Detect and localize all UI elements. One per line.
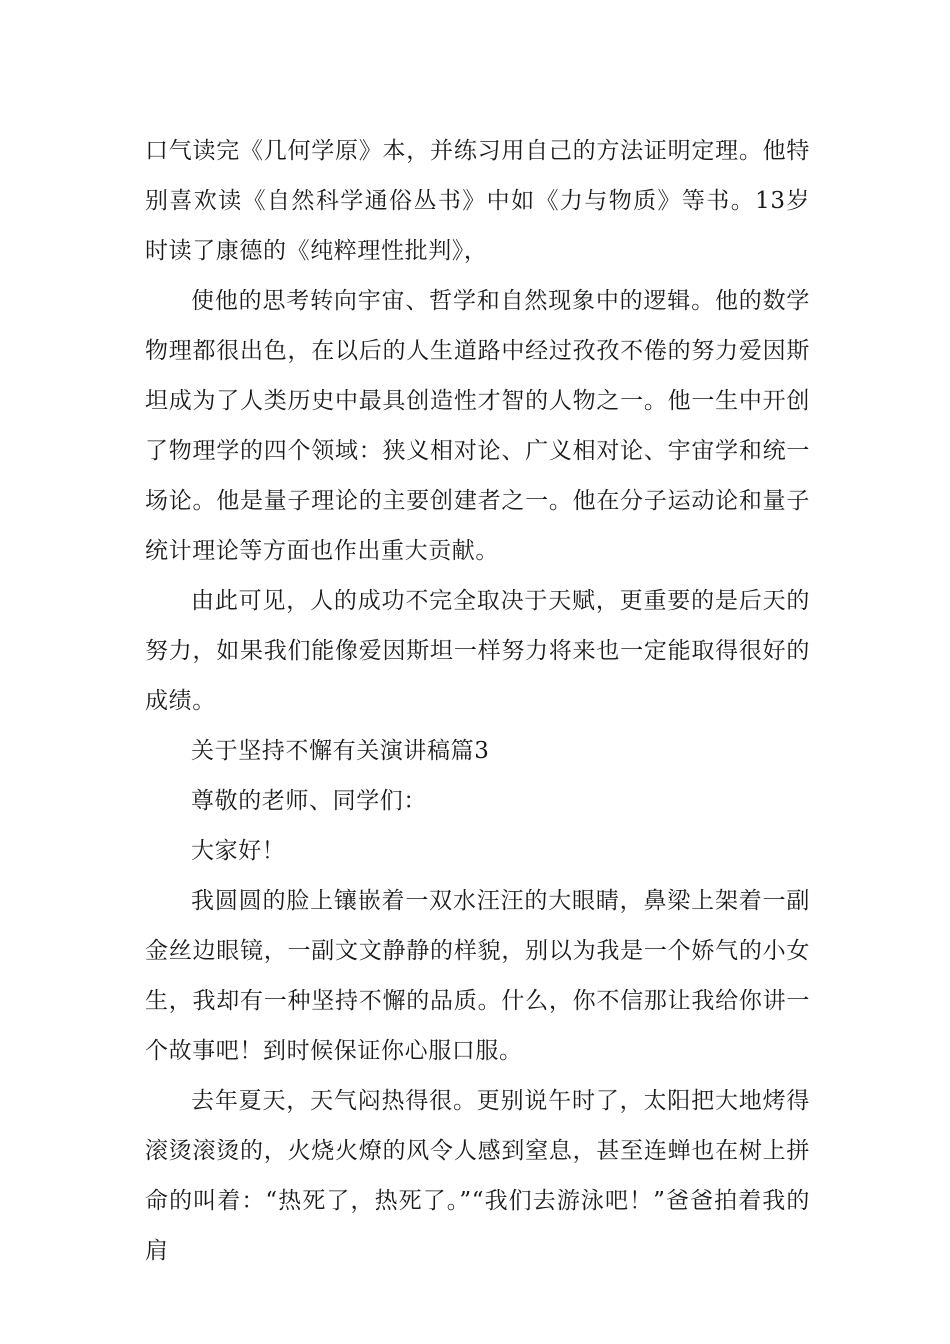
paragraph-2: 使他的思考转向宇宙、哲学和自然现象中的逻辑。他的数学物理都很出色，在以后的人生道路中经过孜孜不倦的努力爱因斯坦成为了人类历史中最具创造性才智的人物之一。他一生中开创了物理学的四个领域：狭义相对论、广义相对论、宇宙学和统一场论。他是量子理论的主要创建者之一。他在分子运动论和量子统计理论等方面也作出重大贡献。 [145, 288, 810, 564]
paragraph-7: 我圆圆的脸上镶嵌着一双水汪汪的大眼睛，鼻梁上架着一副金丝边眼镜，一副文文静静的样貌，别以为我是一个娇气的小女生，我却有一种坚持不懈的品质。什么，你不信那让我给你讲一个故事吧！到时候保证你心服口服。 [145, 888, 810, 1064]
greeting: 大家好！ [191, 838, 286, 864]
paragraph-3: 由此可见，人的成功不完全取决于天赋，更重要的是后天的努力，如果我们能像爱因斯坦一样努力将来也一定能取得很好的成绩。 [145, 588, 810, 714]
paragraph-1: 口气读完《几何学原》本，并练习用自己的方法证明定理。他特别喜欢读《自然科学通俗丛书》中如《力与物质》等书。13岁时读了康德的《纯粹理性批判》， [145, 138, 810, 264]
document-body [145, 126, 810, 1276]
paragraph-8: 去年夏天，天气闷热得很。更别说午时了，太阳把大地烤得滚烫滚烫的，火烧火燎的风令人感到窒息，甚至连蝉也在树上拼命的叫着：“热死了，热死了。”“我们去游泳吧！”爸爸拍着我的肩 [145, 1088, 810, 1264]
salutation: 尊敬的老师、同学们： [191, 788, 427, 814]
section-heading: 关于坚持不懈有关演讲稿篇3 [191, 738, 490, 764]
